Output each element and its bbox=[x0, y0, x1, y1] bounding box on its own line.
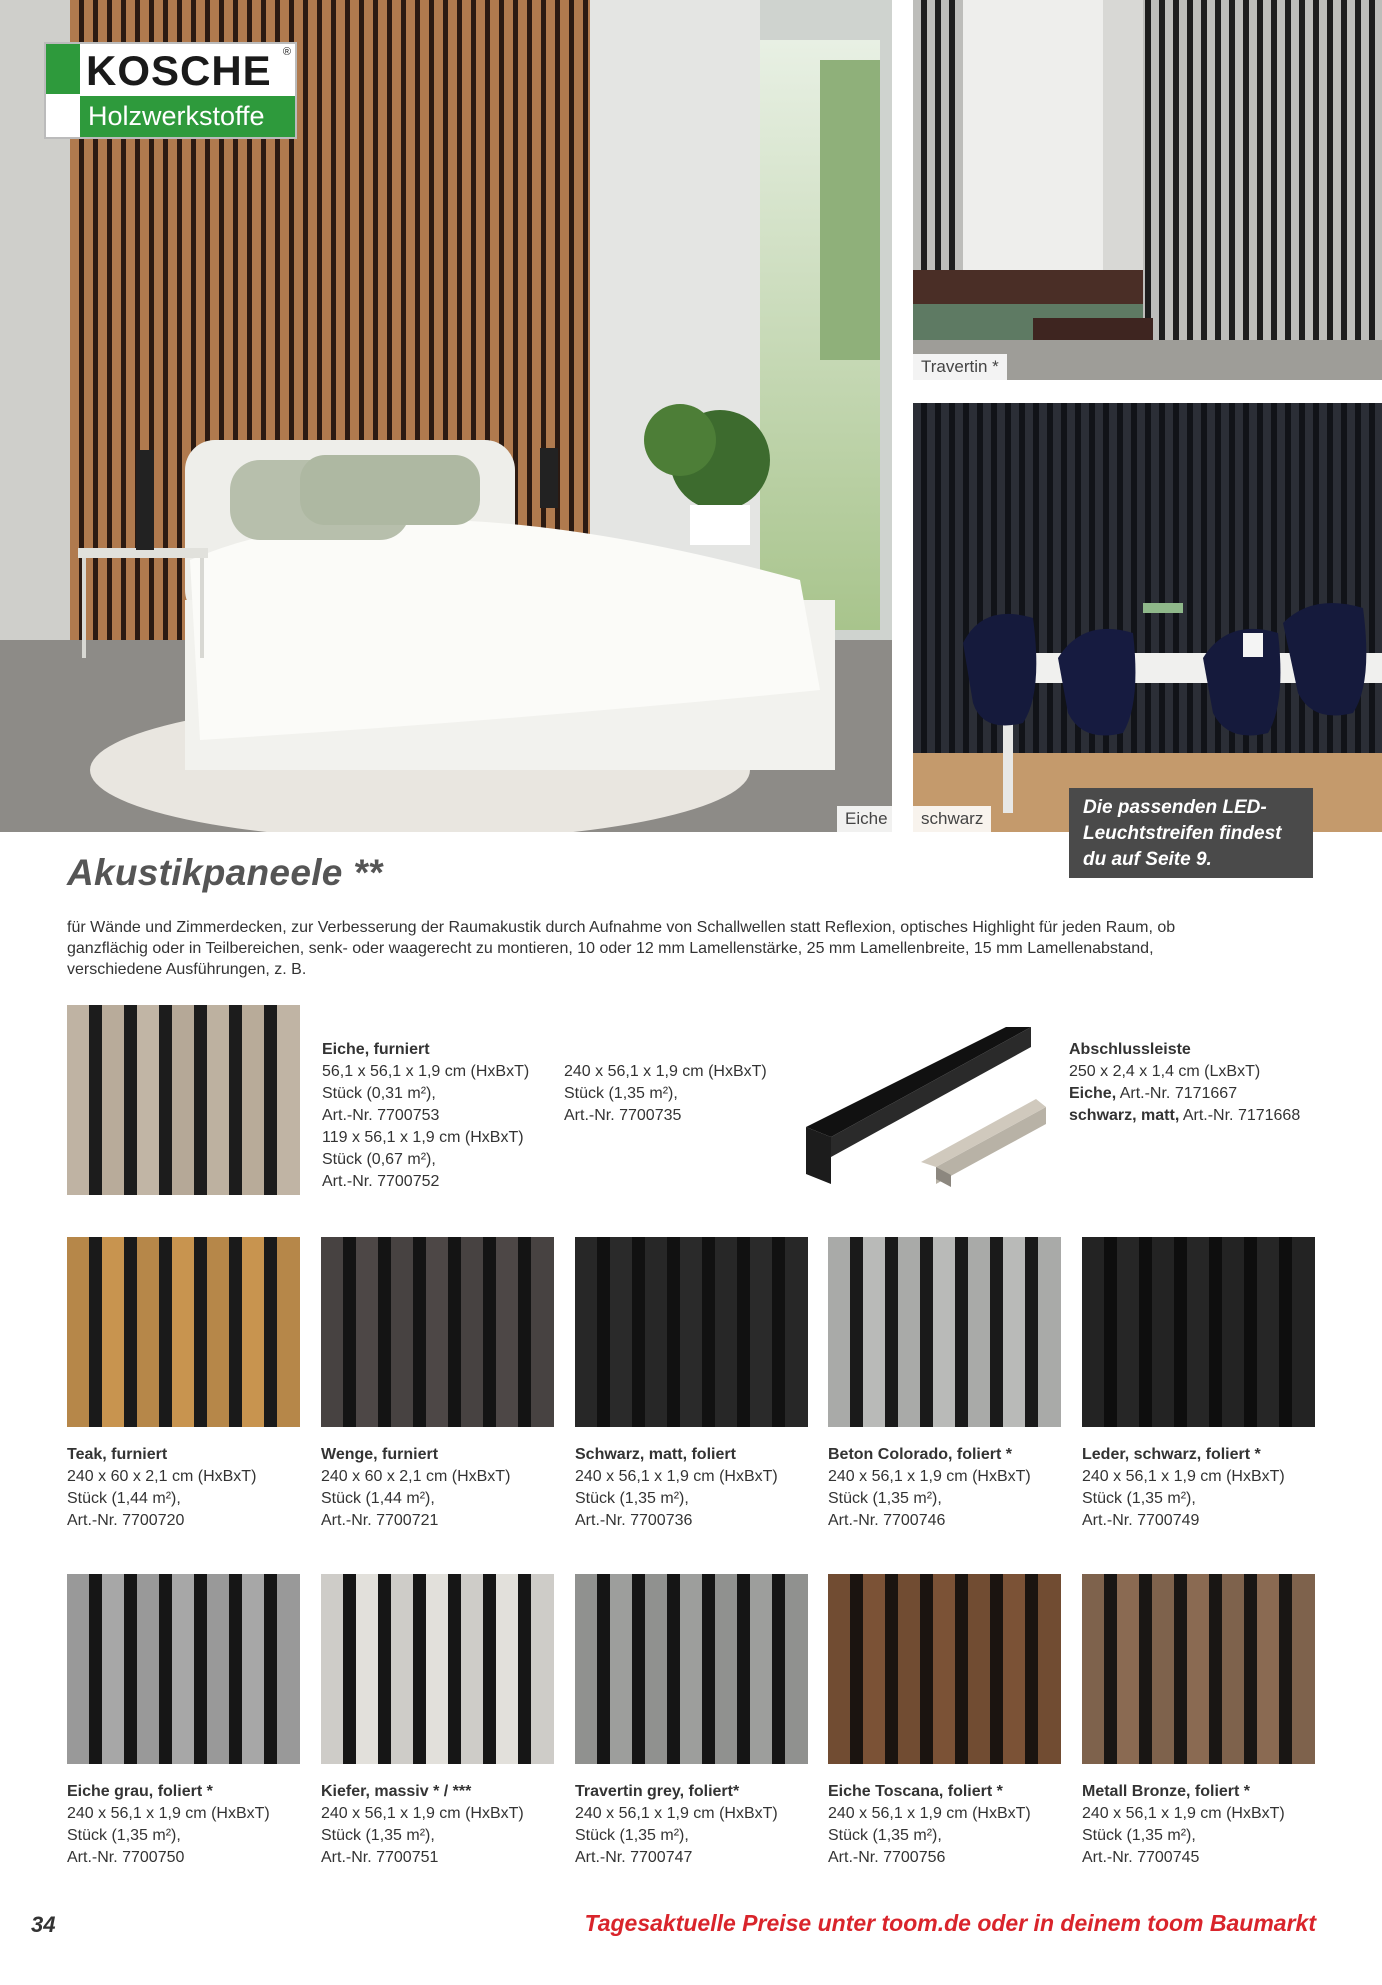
logo-mark bbox=[46, 44, 80, 94]
swatch-slat bbox=[426, 1574, 448, 1764]
product-dims: 240 x 56,1 x 1,9 cm (HxBxT) bbox=[321, 1805, 524, 1822]
swatch-slat bbox=[1038, 1574, 1061, 1764]
swatch-slat bbox=[1292, 1237, 1315, 1427]
swatch-slat bbox=[933, 1574, 955, 1764]
product-piece: Stück (1,44 m²), bbox=[321, 1490, 435, 1507]
swatch-slat bbox=[575, 1574, 597, 1764]
product-swatch bbox=[828, 1574, 1061, 1764]
abschlussleiste-info bbox=[1069, 1039, 1300, 1127]
product-info bbox=[828, 1444, 1031, 1532]
product-piece: Stück (1,35 m²), bbox=[828, 1827, 942, 1844]
swatch-slat bbox=[277, 1574, 300, 1764]
page-number: 34 bbox=[31, 1912, 56, 1937]
swatch-slat bbox=[461, 1237, 483, 1427]
swatch-slat bbox=[750, 1574, 772, 1764]
swatch-slat bbox=[1082, 1237, 1104, 1427]
swatch-slat bbox=[610, 1237, 632, 1427]
dining-illustration bbox=[913, 403, 1382, 832]
abschluss-eiche: Eiche, Art.-Nr. 7171667 bbox=[1069, 1085, 1238, 1102]
product-art-nr: Art.-Nr. 7700745 bbox=[1082, 1849, 1200, 1866]
swatch-slat bbox=[531, 1574, 554, 1764]
swatch-slat bbox=[321, 1574, 343, 1764]
product-art-nr: Art.-Nr. 7700720 bbox=[67, 1512, 185, 1529]
product-dims: 240 x 60 x 2,1 cm (HxBxT) bbox=[321, 1468, 511, 1485]
swatch-slat bbox=[1038, 1237, 1061, 1427]
swatch-slat bbox=[863, 1237, 885, 1427]
swatch-slat bbox=[1257, 1574, 1279, 1764]
swatch-slat bbox=[1152, 1237, 1174, 1427]
product-dims: 240 x 56,1 x 1,9 cm (HxBxT) bbox=[828, 1805, 1031, 1822]
kosche-logo bbox=[44, 42, 297, 139]
swatch-slat bbox=[67, 1574, 89, 1764]
product-swatch-graphic bbox=[1082, 1237, 1315, 1427]
swatch-slat bbox=[828, 1237, 850, 1427]
swatch-slat bbox=[102, 1574, 124, 1764]
abschluss-schwarz: schwarz, matt, Art.-Nr. 7171668 bbox=[1069, 1107, 1301, 1124]
product-art-nr: Art.-Nr. 7700747 bbox=[575, 1849, 693, 1866]
footer-slogan: Tagesaktuelle Preise unter toom.de oder in deinem toom Baumarkt bbox=[584, 1910, 1316, 1936]
caption-eiche: Eiche bbox=[837, 806, 896, 832]
product-swatch-graphic bbox=[67, 1574, 300, 1764]
product-art-nr: Art.-Nr. 7700746 bbox=[828, 1512, 946, 1529]
swatch-slat bbox=[1117, 1574, 1139, 1764]
swatch-slat bbox=[1152, 1574, 1174, 1764]
swatch-slat bbox=[610, 1574, 632, 1764]
product-info bbox=[321, 1444, 510, 1532]
abschlussleiste-image bbox=[771, 1027, 1051, 1227]
led-promo-box bbox=[1069, 788, 1313, 878]
featured-line: Stück (1,35 m²), bbox=[564, 1085, 678, 1102]
swatch-slat bbox=[750, 1237, 772, 1427]
swatch-slat bbox=[715, 1574, 737, 1764]
product-swatch-graphic bbox=[828, 1237, 1061, 1427]
swatch-slat bbox=[828, 1574, 850, 1764]
product-swatch-graphic bbox=[575, 1237, 808, 1427]
swatch-slat bbox=[207, 1574, 229, 1764]
product-art-nr: Art.-Nr. 7700750 bbox=[67, 1849, 185, 1866]
product-name: Eiche Toscana, foliert * bbox=[828, 1783, 1003, 1800]
swatch-slat bbox=[391, 1574, 413, 1764]
product-swatch bbox=[828, 1237, 1061, 1427]
product-info bbox=[67, 1444, 256, 1532]
swatch-slat bbox=[356, 1237, 378, 1427]
featured-eiche-info bbox=[322, 1039, 529, 1193]
swatch-slat bbox=[863, 1574, 885, 1764]
product-piece: Stück (1,35 m²), bbox=[321, 1827, 435, 1844]
product-dims: 240 x 60 x 2,1 cm (HxBxT) bbox=[67, 1468, 257, 1485]
swatch-slat bbox=[242, 1574, 264, 1764]
product-swatch bbox=[67, 1237, 300, 1427]
product-swatch bbox=[321, 1237, 554, 1427]
featured-line: Art.-Nr. 7700735 bbox=[564, 1107, 682, 1124]
swatch-slat bbox=[67, 1237, 89, 1427]
product-info bbox=[1082, 1781, 1285, 1869]
product-swatch-graphic bbox=[828, 1574, 1061, 1764]
swatch-slat bbox=[172, 1237, 194, 1427]
product-info bbox=[575, 1781, 778, 1869]
dining-photo bbox=[913, 403, 1382, 832]
product-piece: Stück (1,35 m²), bbox=[1082, 1827, 1196, 1844]
swatch-slat bbox=[785, 1574, 808, 1764]
product-art-nr: Art.-Nr. 7700756 bbox=[828, 1849, 946, 1866]
product-dims: 240 x 56,1 x 1,9 cm (HxBxT) bbox=[575, 1805, 778, 1822]
swatch-slat bbox=[277, 1237, 300, 1427]
swatch-slat bbox=[680, 1574, 702, 1764]
product-name: Wenge, furniert bbox=[321, 1446, 439, 1463]
swatch-slat bbox=[1187, 1237, 1209, 1427]
promo-line-2: Leuchtstreifen findest bbox=[1083, 823, 1282, 844]
product-art-nr: Art.-Nr. 7700751 bbox=[321, 1849, 439, 1866]
product-name: Leder, schwarz, foliert * bbox=[1082, 1446, 1261, 1463]
product-name: Kiefer, massiv * / *** bbox=[321, 1783, 472, 1800]
swatch-slat bbox=[575, 1237, 597, 1427]
featured-line: 119 x 56,1 x 1,9 cm (HxBxT) bbox=[322, 1129, 524, 1146]
logo-brand: KOSCHE bbox=[86, 47, 272, 94]
product-swatch bbox=[67, 1574, 300, 1764]
product-name: Eiche grau, foliert * bbox=[67, 1783, 213, 1800]
swatch-slat bbox=[242, 1237, 264, 1427]
swatch-slat bbox=[1257, 1237, 1279, 1427]
product-swatch-graphic bbox=[321, 1237, 554, 1427]
swatch-slat bbox=[933, 1237, 955, 1427]
swatch-slat bbox=[321, 1237, 343, 1427]
product-info bbox=[67, 1781, 270, 1869]
swatch-slat bbox=[1003, 1574, 1025, 1764]
product-swatch bbox=[1082, 1574, 1315, 1764]
swatch-slat bbox=[496, 1574, 518, 1764]
promo-line-1: Die passenden LED- bbox=[1083, 797, 1267, 818]
product-art-nr: Art.-Nr. 7700721 bbox=[321, 1512, 439, 1529]
product-name: Teak, furniert bbox=[67, 1446, 168, 1463]
swatch-eiche-graphic bbox=[67, 1005, 300, 1195]
swatch-slat bbox=[207, 1237, 229, 1427]
swatch-slat bbox=[680, 1237, 702, 1427]
product-info bbox=[1082, 1444, 1285, 1532]
product-info bbox=[321, 1781, 524, 1869]
swatch-slat bbox=[426, 1237, 448, 1427]
product-swatch-graphic bbox=[575, 1574, 808, 1764]
featured-line: 56,1 x 56,1 x 1,9 cm (HxBxT) bbox=[322, 1063, 530, 1080]
product-art-nr: Art.-Nr. 7700749 bbox=[1082, 1512, 1200, 1529]
swatch-slat bbox=[1003, 1237, 1025, 1427]
product-dims: 240 x 56,1 x 1,9 cm (HxBxT) bbox=[1082, 1468, 1285, 1485]
swatch-slat bbox=[1222, 1237, 1244, 1427]
product-swatch bbox=[1082, 1237, 1315, 1427]
product-swatch bbox=[321, 1574, 554, 1764]
swatch-slat bbox=[968, 1237, 990, 1427]
swatch-slat bbox=[1292, 1574, 1315, 1764]
page-title: Akustikpaneele ** bbox=[67, 852, 383, 893]
product-piece: Stück (1,35 m²), bbox=[575, 1490, 689, 1507]
caption-travertin: Travertin * bbox=[913, 354, 1007, 380]
swatch-slat bbox=[645, 1574, 667, 1764]
swatch-slat bbox=[102, 1237, 124, 1427]
swatch-slat bbox=[1117, 1237, 1139, 1427]
product-name: Metall Bronze, foliert * bbox=[1082, 1783, 1251, 1800]
swatch-slat bbox=[1222, 1574, 1244, 1764]
swatch-slat bbox=[1187, 1574, 1209, 1764]
featured-line: Art.-Nr. 7700753 bbox=[322, 1107, 440, 1124]
product-dims: 240 x 56,1 x 1,9 cm (HxBxT) bbox=[828, 1468, 1031, 1485]
edge-trim-graphic bbox=[771, 1027, 1051, 1227]
caption-schwarz: schwarz bbox=[913, 806, 991, 832]
swatch-slat bbox=[461, 1574, 483, 1764]
intro-text: für Wände und Zimmerdecken, zur Verbesserung der Raumakustik durch Aufnahme von Schallwellen statt Reflexion, optisches Highlight für jeden Raum, ob ganzflächig oder in Teilbereichen, senk- oder waagerecht zu montieren, 10 oder 12 mm Lamellenstärke, 25 mm Lamellenbreite, 15 mm Lamellenabstand, verschiedene Ausführungen, z. B. bbox=[67, 919, 1176, 978]
hallway-photo bbox=[913, 0, 1382, 380]
product-name: Travertin grey, foliert* bbox=[575, 1783, 740, 1800]
logo-registered: ® bbox=[282, 46, 291, 58]
promo-line-3: du auf Seite 9. bbox=[1083, 849, 1212, 870]
product-swatch bbox=[575, 1237, 808, 1427]
product-piece: Stück (1,35 m²), bbox=[1082, 1490, 1196, 1507]
swatch-slat bbox=[645, 1237, 667, 1427]
swatch-eiche-furniert bbox=[67, 1005, 300, 1195]
featured-name: Eiche, furniert bbox=[322, 1041, 430, 1058]
product-dims: 240 x 56,1 x 1,9 cm (HxBxT) bbox=[1082, 1805, 1285, 1822]
product-swatch-graphic bbox=[1082, 1574, 1315, 1764]
product-swatch-graphic bbox=[321, 1574, 554, 1764]
abschluss-name: Abschlussleiste bbox=[1069, 1041, 1191, 1058]
swatch-slat bbox=[898, 1574, 920, 1764]
swatch-slat bbox=[137, 1237, 159, 1427]
product-swatch-graphic bbox=[67, 1237, 300, 1427]
swatch-slat bbox=[137, 1574, 159, 1764]
product-dims: 240 x 56,1 x 1,9 cm (HxBxT) bbox=[575, 1468, 778, 1485]
product-swatch bbox=[575, 1574, 808, 1764]
swatch-slat bbox=[172, 1574, 194, 1764]
swatch-slat bbox=[531, 1237, 554, 1427]
product-piece: Stück (1,35 m²), bbox=[67, 1827, 181, 1844]
product-info bbox=[828, 1781, 1031, 1869]
product-piece: Stück (1,35 m²), bbox=[828, 1490, 942, 1507]
featured-line: Stück (0,67 m²), bbox=[322, 1151, 436, 1168]
swatch-slat bbox=[391, 1237, 413, 1427]
hallway-illustration bbox=[913, 0, 1382, 380]
swatch-slat bbox=[715, 1237, 737, 1427]
swatch-slat bbox=[785, 1237, 808, 1427]
product-info bbox=[575, 1444, 778, 1532]
featured-eiche-info-2 bbox=[564, 1061, 767, 1127]
featured-line: Art.-Nr. 7700752 bbox=[322, 1173, 440, 1190]
swatch-slat bbox=[898, 1237, 920, 1427]
product-name: Schwarz, matt, foliert bbox=[575, 1446, 736, 1463]
product-art-nr: Art.-Nr. 7700736 bbox=[575, 1512, 693, 1529]
product-dims: 240 x 56,1 x 1,9 cm (HxBxT) bbox=[67, 1805, 270, 1822]
swatch-slat bbox=[356, 1574, 378, 1764]
product-name: Beton Colorado, foliert * bbox=[828, 1446, 1012, 1463]
abschluss-dims: 250 x 2,4 x 1,4 cm (LxBxT) bbox=[1069, 1063, 1261, 1080]
swatch-slat bbox=[968, 1574, 990, 1764]
featured-line: Stück (0,31 m²), bbox=[322, 1085, 436, 1102]
swatch-slat bbox=[496, 1237, 518, 1427]
featured-line: 240 x 56,1 x 1,9 cm (HxBxT) bbox=[564, 1063, 767, 1080]
product-piece: Stück (1,44 m²), bbox=[67, 1490, 181, 1507]
swatch-slat bbox=[1082, 1574, 1104, 1764]
logo-subtitle: Holzwerkstoffe bbox=[80, 96, 295, 137]
product-piece: Stück (1,35 m²), bbox=[575, 1827, 689, 1844]
